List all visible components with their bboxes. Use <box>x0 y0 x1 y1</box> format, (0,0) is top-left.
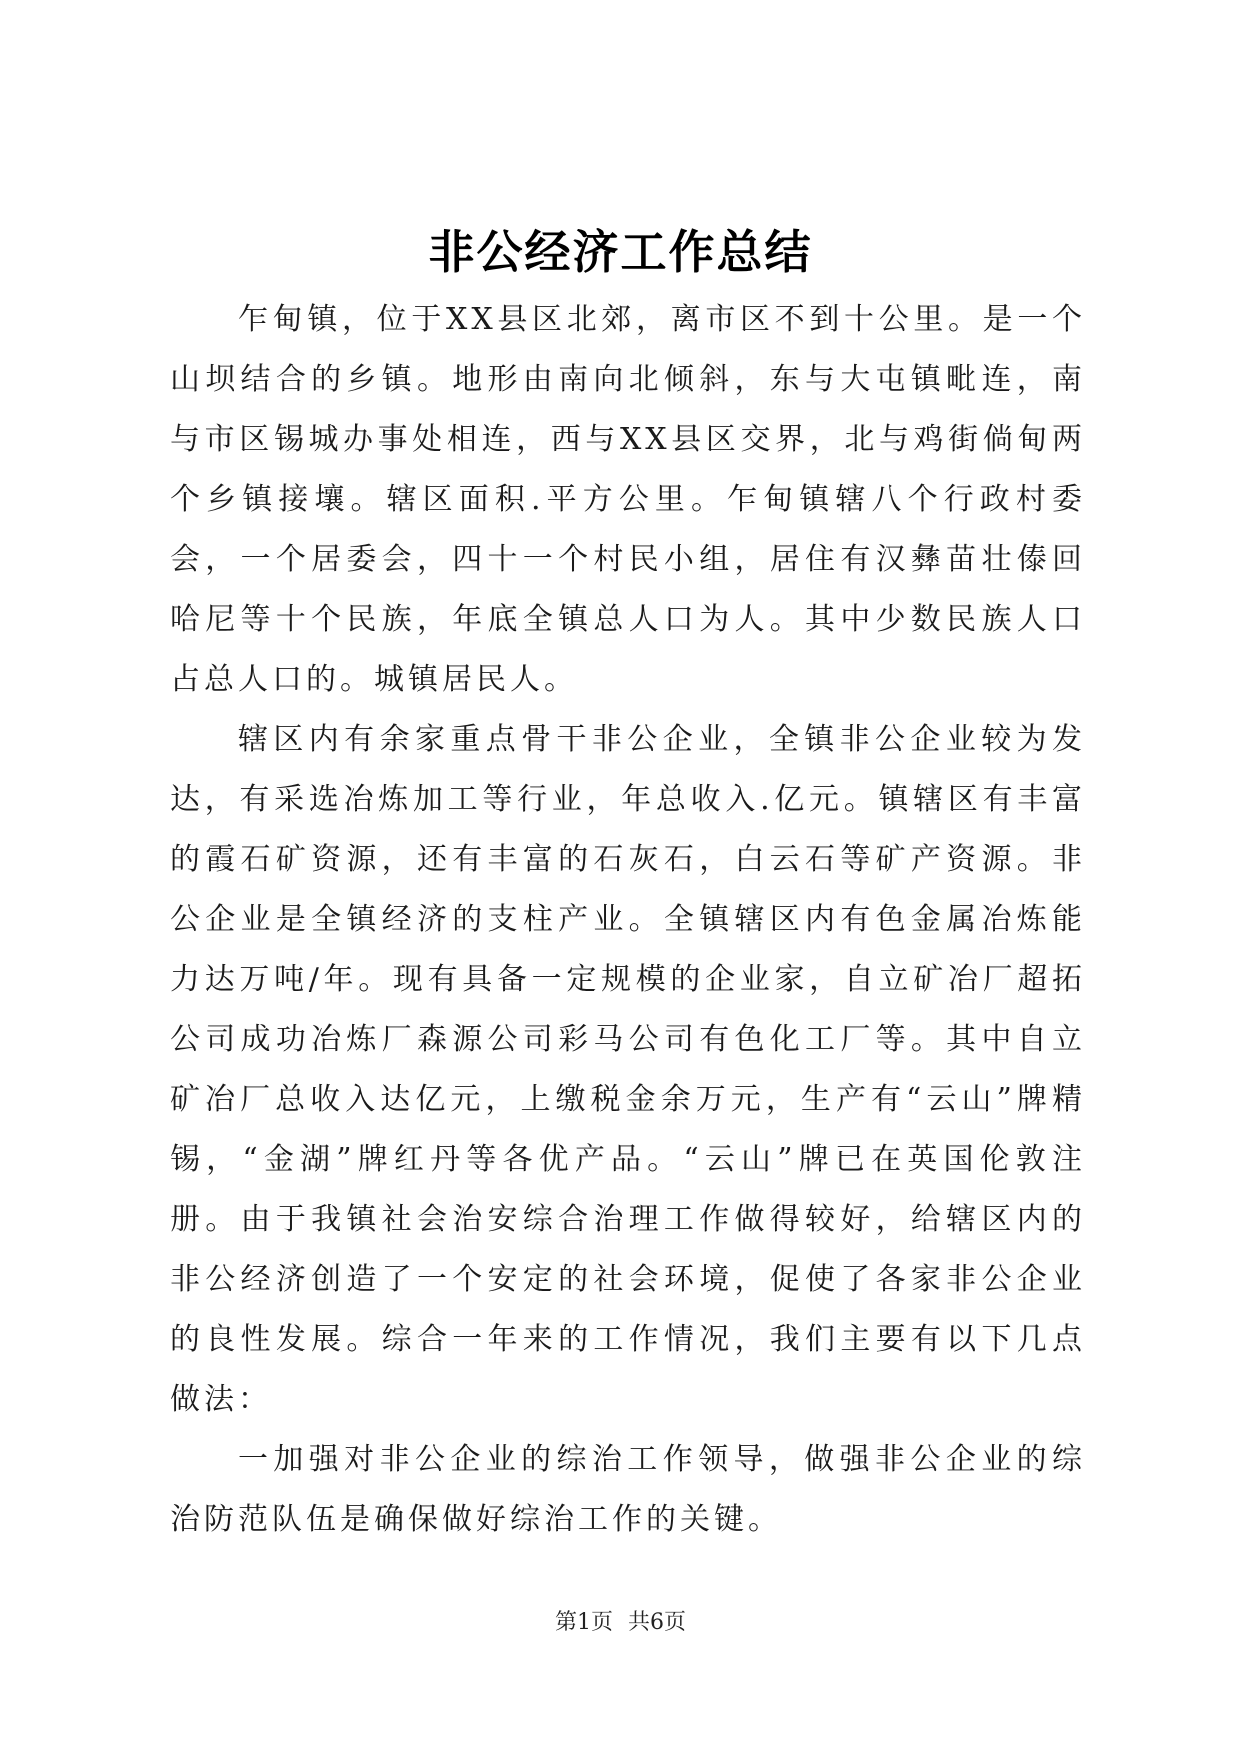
document-body <box>170 290 1086 1550</box>
paragraph-3: 一加强对非公企业的综治工作领导，做强非公企业的综治防范队伍是确保做好综治工作的关键。 <box>170 1442 1086 1537</box>
page-footer <box>0 1608 1241 1638</box>
document-title: 非公经济工作总结 <box>428 225 813 279</box>
page-total: 共6页 <box>628 1610 686 1635</box>
paragraph-2: 辖区内有余家重点骨干非公企业，全镇非公企业较为发达，有采选冶炼加工等行业，年总收入.亿元。镇辖区有丰富的霞石矿资源，还有丰富的石灰石，白云石等矿产资源。非公企业是全镇经济的支柱产业。全镇辖区内有色金属冶炼能力达万吨/年。现有具备一定规模的企业家，自立矿冶厂超拓公司成功冶炼厂森源公司彩马公司有色化工厂等。其中自立矿冶厂总收入达亿元，上缴税金余万元，生产有“云山”牌精锡，“金湖”牌红丹等各优产品。“云山”牌已在英国伦敦注册。由于我镇社会治安综合治理工作做得较好，给辖区内的非公经济创造了一个安定的社会环境，促使了各家非公企业的良性发展。综合一年来的工作情况，我们主要有以下几点做法： <box>170 722 1086 1417</box>
paragraph-1: 乍甸镇，位于XX县区北郊，离市区不到十公里。是一个山坝结合的乡镇。地形由南向北倾斜，东与大屯镇毗连，南与市区锡城办事处相连，西与XX县区交界，北与鸡街倘甸两个乡镇接壤。辖区面积.平方公里。乍甸镇辖八个行政村委会，一个居委会，四十一个村民小组，居住有汉彝苗壮傣回哈尼等十个民族，年底全镇总人口为人。其中少数民族人口占总人口的。城镇居民人。 <box>170 302 1086 697</box>
page-number: 第1页 <box>555 1610 613 1635</box>
